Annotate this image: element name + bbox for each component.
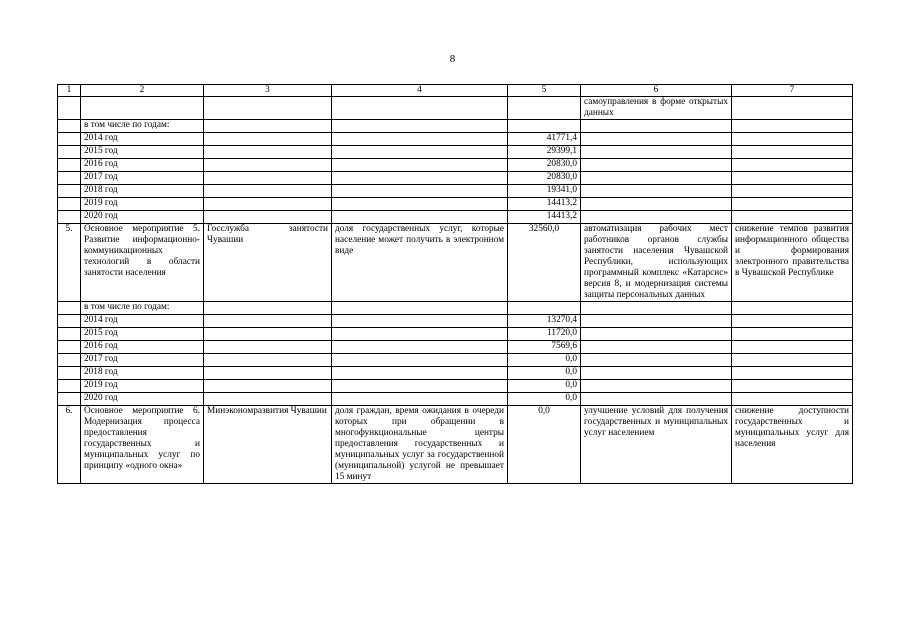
year-label: 2014 год [81, 315, 204, 328]
header-cell: 3 [204, 85, 332, 97]
year-label: 2017 год [81, 172, 204, 185]
year-amount: 7569,6 [508, 341, 581, 354]
table-header-row [58, 85, 853, 97]
year-row [58, 315, 853, 328]
executor: Минэкономразвития Чувашии [204, 406, 332, 484]
result-cell: самоуправления в форме открытых данных [581, 97, 732, 120]
year-label: 2014 год [81, 133, 204, 146]
by-years-row [58, 120, 853, 133]
risk-consequence: снижение темпов развития информационного общества и формирования электронного правительства в Чувашской Республике [732, 224, 853, 302]
year-label: 2020 год [81, 211, 204, 224]
total-amount: 0,0 [508, 406, 581, 484]
header-cell: 5 [508, 85, 581, 97]
indicator: доля граждан, время ожидания в очереди которых при обращении в многофункциональные центры предоставления государственных и муниципальных услуг за государственной (муниципальной) услугой не превышает 15 минут [332, 406, 508, 484]
header-cell: 4 [332, 85, 508, 97]
year-row [58, 367, 853, 380]
continuation-row [58, 97, 853, 120]
year-row [58, 341, 853, 354]
year-label: 2016 год [81, 159, 204, 172]
by-years-label: в том числе по годам: [81, 302, 204, 315]
activity-name: Основное мероприятие 6. Модернизация процесса предоставления государственных и муниципальных услуг по принципу «одного окна» [81, 406, 204, 484]
activity-row-6 [58, 406, 853, 484]
year-label: 2017 год [81, 354, 204, 367]
risk-consequence: снижение доступности государственных и муниципальных услуг для населения [732, 406, 853, 484]
year-row [58, 185, 853, 198]
year-amount: 11720,0 [508, 328, 581, 341]
year-row [58, 393, 853, 406]
year-amount: 41771,4 [508, 133, 581, 146]
year-amount: 0,0 [508, 393, 581, 406]
year-amount: 0,0 [508, 354, 581, 367]
year-row [58, 159, 853, 172]
year-amount: 14413,2 [508, 198, 581, 211]
by-years-row [58, 302, 853, 315]
year-label: 2019 год [81, 380, 204, 393]
header-cell: 7 [732, 85, 853, 97]
year-amount: 0,0 [508, 367, 581, 380]
year-amount: 14413,2 [508, 211, 581, 224]
total-amount: 32560,0 [508, 224, 581, 302]
year-row [58, 380, 853, 393]
executor: Госслужба занятости Чувашии [204, 224, 332, 302]
header-cell: 2 [81, 85, 204, 97]
year-amount: 0,0 [508, 380, 581, 393]
year-amount: 19341,0 [508, 185, 581, 198]
year-row [58, 133, 853, 146]
row-number: 6. [58, 406, 81, 484]
row-number: 5. [58, 224, 81, 302]
by-years-label: в том числе по годам: [81, 120, 204, 133]
year-row [58, 354, 853, 367]
indicator: доля государственных услуг, которые население может получить в электронном виде [332, 224, 508, 302]
year-row [58, 328, 853, 341]
expected-result: автоматизация рабочих мест работников органов службы занятости населения Чувашской Республики, использующих программный комплекс «Катарсис» версия 8, и модернизация системы защиты персональных данных [581, 224, 732, 302]
header-cell: 1 [58, 85, 81, 97]
year-amount: 20830,0 [508, 172, 581, 185]
year-row [58, 211, 853, 224]
year-label: 2018 год [81, 185, 204, 198]
year-amount: 13270,4 [508, 315, 581, 328]
year-amount: 29399,1 [508, 146, 581, 159]
expected-result: улучшение условий для получения государственных и муниципальных услуг населением [581, 406, 732, 484]
activity-row-5 [58, 224, 853, 302]
year-row [58, 172, 853, 185]
year-label: 2019 год [81, 198, 204, 211]
year-row [58, 198, 853, 211]
page-number: 8 [449, 53, 456, 65]
year-row [58, 146, 853, 159]
header-cell: 6 [581, 85, 732, 97]
activity-name: Основное мероприятие 5. Развитие информационно-коммуникационных технологий в области занятости населения [81, 224, 204, 302]
year-label: 2015 год [81, 328, 204, 341]
year-label: 2020 год [81, 393, 204, 406]
year-label: 2015 год [81, 146, 204, 159]
program-activities-table [57, 84, 853, 484]
year-amount: 20830,0 [508, 159, 581, 172]
year-label: 2016 год [81, 341, 204, 354]
year-label: 2018 год [81, 367, 204, 380]
